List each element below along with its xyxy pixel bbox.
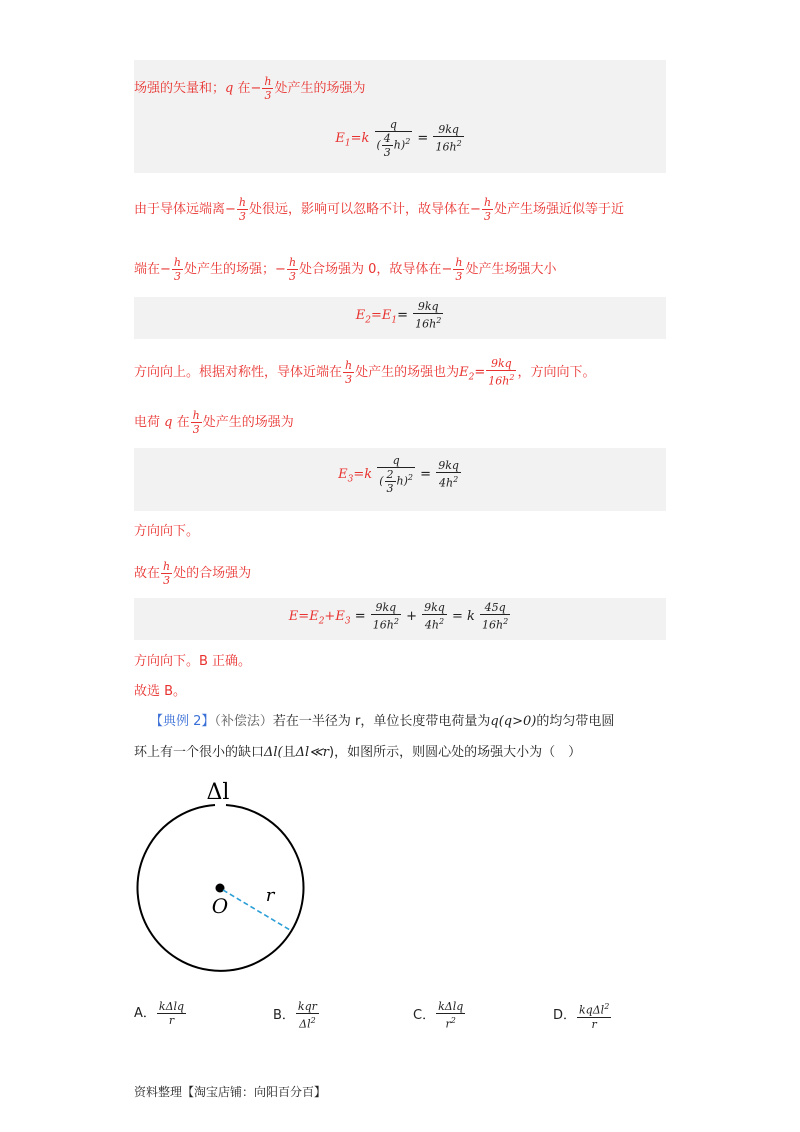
center-point — [216, 884, 225, 893]
solution-line-5: 电荷 q 在 $\frac{h}{3}$ 处产生的场强为 — [134, 409, 294, 436]
equation-e3: $E_3=k$ q ( $\frac{2}{3}$ h)$^2$ = $\frac{9kq}{4h^2}$ — [338, 454, 459, 495]
option-a[interactable]: A． $\frac{\text{kΔlq}}{r}$ — [134, 1000, 185, 1027]
solution-line-8: 方向向下。B 正确。 — [134, 654, 252, 669]
example-2-line-1: 【典例 2】（补偿法）若在一半径为 r，单位长度带电荷量为q(q>0)的均匀带电圆 — [150, 714, 615, 729]
solution-line-6: 方向向下。 — [134, 524, 200, 539]
example-tag: 【典例 2】 — [150, 714, 215, 729]
gap-label: Δl — [206, 780, 230, 805]
equation-e4: $E=E_2+E_3$ = $\frac{9kq}{16h^2}$ + $\frac{9kq}{4h^2}$ = k $\frac{45q}{16h^2}$ — [288, 601, 509, 632]
solution-line-3: 端在− $\frac{h}{3}$ 处产生的场强；− $\frac{h}{3}$ 处合场强为 0，故导体在− $\frac{h}{3}$ 处产生场强大小 — [134, 256, 557, 283]
radius-label: r — [265, 885, 275, 906]
footer-source: 资料整理【淘宝店铺：向阳百分百】 — [134, 1085, 327, 1099]
solution-line-1: 场强的矢量和；q 在− $\frac{h}{3}$ 处产生的场强为 — [134, 75, 366, 102]
option-c[interactable]: C． $\frac{\text{kΔlq}}{r^2}$ — [413, 1000, 464, 1031]
option-b[interactable]: B． $\frac{\text{kqr}}{\Delta l^2}$ — [273, 1000, 317, 1031]
option-d[interactable]: D． $\frac{kq\Delta l^2}{r}$ — [553, 1002, 610, 1031]
center-label: O — [211, 894, 229, 918]
equation-e2: $E_2=E_1=$ $\frac{9kq}{16h^2}$ — [355, 300, 442, 331]
solution-line-4: 方向向上。根据对称性，导体近端在 $\frac{h}{3}$ 处产生的场强也为$E_2=$ $\frac{9kq}{16h^2}$ ，方向向下。 — [134, 357, 596, 388]
ring-figure — [130, 775, 320, 985]
solution-line-2: 由于导体远端离− $\frac{h}{3}$ 处很远，影响可以忽略不计，故导体在− $\frac{h}{3}$ 处产生场强近似等于近 — [134, 196, 625, 223]
answer-line: 故选 B。 — [134, 684, 187, 699]
equation-e1: $E_1=k$ q ( $\frac{4}{3}$ h)$^2$ = $\frac{9kq}{16h^2}$ — [335, 118, 462, 159]
solution-line-7: 故在 $\frac{h}{3}$ 处的合场强为 — [134, 560, 252, 587]
example-2-line-2: 环上有一个很小的缺口Δl(且Δl≪r)，如图所示，则圆心处的场强大小为（ ） — [134, 745, 582, 760]
radius-line — [223, 890, 290, 930]
